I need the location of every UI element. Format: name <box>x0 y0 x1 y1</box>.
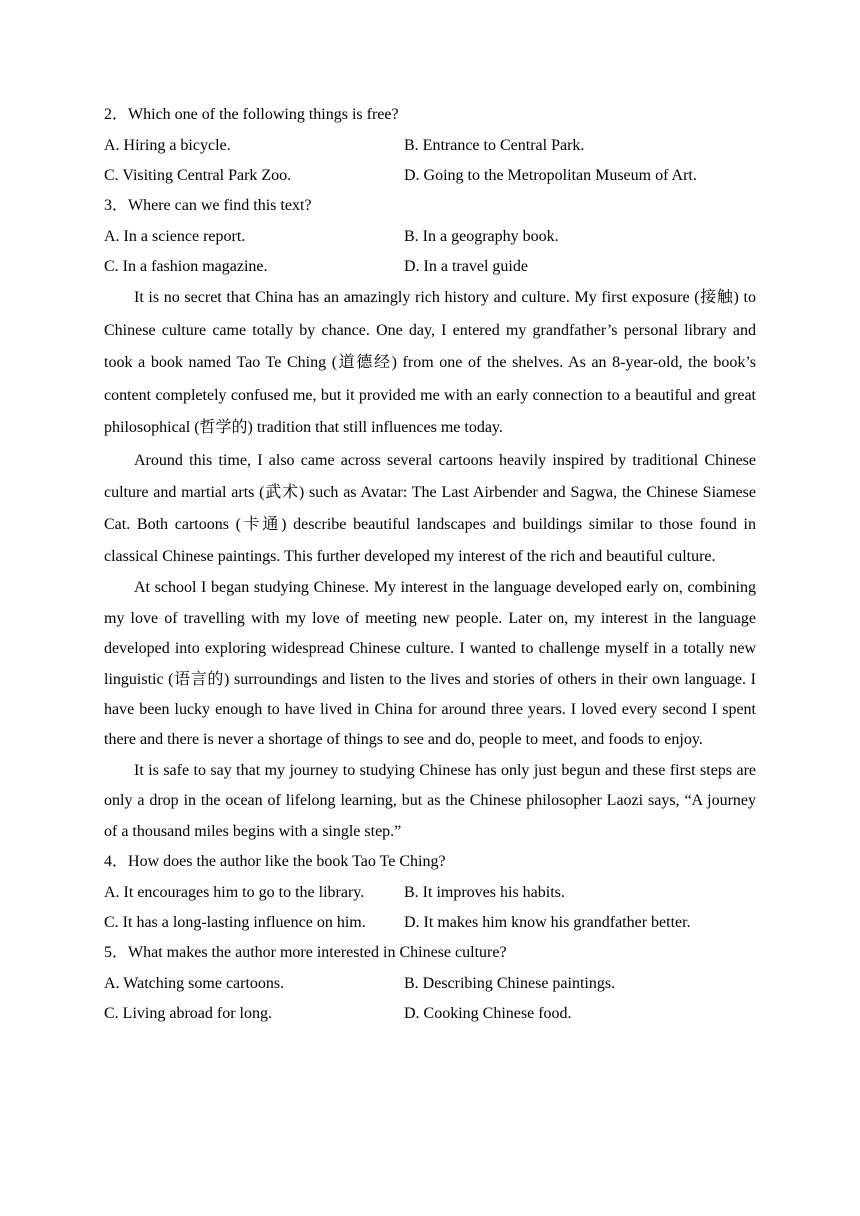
question-4 <box>104 847 756 938</box>
question-3 <box>104 191 756 282</box>
option-c[interactable]: C. In a fashion magazine. <box>104 258 268 275</box>
passage-paragraph-3: At school I began studying Chinese. My interest in the language developed early on, combining my love of travelling with my love of meeting new people. Later on, my interest in the language developed into exploring widespread Chinese culture. I wanted to challenge myself in a totally new linguistic (语言的) surroundings and listen to the lives and stories of others in their own language. I have been lucky enough to have lived in China for around three years. I loved every second I spent there and there is never a shortage of things to see and do, people to meet, and foods to enjoy. <box>104 579 756 749</box>
options-row <box>104 999 756 1029</box>
option-b[interactable]: B. In a geography book. <box>404 228 559 245</box>
question-number: 4． <box>104 852 129 870</box>
option-a[interactable]: A. In a science report. <box>104 228 246 245</box>
options-row <box>104 908 756 938</box>
option-a[interactable]: A. Watching some cartoons. <box>104 974 285 992</box>
option-b[interactable]: B. Entrance to Central Park. <box>404 137 585 154</box>
option-b[interactable]: B. Describing Chinese paintings. <box>404 974 616 992</box>
options-row <box>104 969 756 999</box>
exam-page <box>104 100 756 1029</box>
option-c[interactable]: C. It has a long-lasting influence on him. <box>104 913 366 931</box>
options-grid <box>104 969 756 1029</box>
options-row <box>104 252 756 282</box>
question-stem <box>104 100 756 131</box>
options-row <box>104 161 756 191</box>
passage-paragraph-1: It is no secret that China has an amazingly rich history and culture. My first exposure (接触) to Chinese culture came totally by chance. One day, I entered my grandfather’s personal library and took a book named Tao Te Ching (道德经) from one of the shelves. As an 8-year-old, the book’s content completely confused me, but it provided me with an early connection to a beautiful and great philosophical (哲学的) tradition that still influences me today. <box>104 289 756 436</box>
question-text: Which one of the following things is free? <box>128 106 399 123</box>
question-stem <box>104 847 756 878</box>
options-grid <box>104 878 756 938</box>
option-c[interactable]: C. Visiting Central Park Zoo. <box>104 167 292 184</box>
option-a[interactable]: A. It encourages him to go to the library. <box>104 883 365 901</box>
question-stem <box>104 938 756 969</box>
option-d[interactable]: D. In a travel guide <box>404 258 528 275</box>
options-row <box>104 131 756 161</box>
question-text: Where can we find this text? <box>128 197 312 214</box>
option-b[interactable]: B. It improves his habits. <box>404 883 565 901</box>
question-number: 2． <box>104 106 129 123</box>
question-stem <box>104 191 756 222</box>
option-d[interactable]: D. It makes him know his grandfather better. <box>404 913 691 931</box>
options-row <box>104 878 756 908</box>
question-2 <box>104 100 756 191</box>
question-number: 3． <box>104 197 129 214</box>
option-d[interactable]: D. Cooking Chinese food. <box>404 1004 572 1022</box>
option-c[interactable]: C. Living abroad for long. <box>104 1004 272 1022</box>
question-number: 5． <box>104 943 129 961</box>
option-d[interactable]: D. Going to the Metropolitan Museum of Art. <box>404 167 697 184</box>
question-text: How does the author like the book Tao Te Ching? <box>128 852 446 870</box>
reading-passage <box>104 282 756 847</box>
options-row <box>104 222 756 252</box>
options-grid <box>104 131 756 191</box>
option-a[interactable]: A. Hiring a bicycle. <box>104 137 231 154</box>
question-text: What makes the author more interested in Chinese culture? <box>128 943 507 961</box>
passage-paragraph-4: It is safe to say that my journey to studying Chinese has only just begun and these first steps are only a drop in the ocean of lifelong learning, but as the Chinese philosopher Laozi says, “A journey of a thousand miles begins with a single step.” <box>104 761 756 840</box>
passage-paragraph-2: Around this time, I also came across several cartoons heavily inspired by traditional Chinese culture and martial arts (武术) such as Avatar: The Last Airbender and Sagwa, the Chinese Siamese Cat. Both cartoons (卡通) describe beautiful landscapes and buildings similar to those found in classical Chinese paintings. This further developed my interest of the rich and beautiful culture. <box>104 451 756 566</box>
question-5 <box>104 938 756 1029</box>
options-grid <box>104 222 756 282</box>
